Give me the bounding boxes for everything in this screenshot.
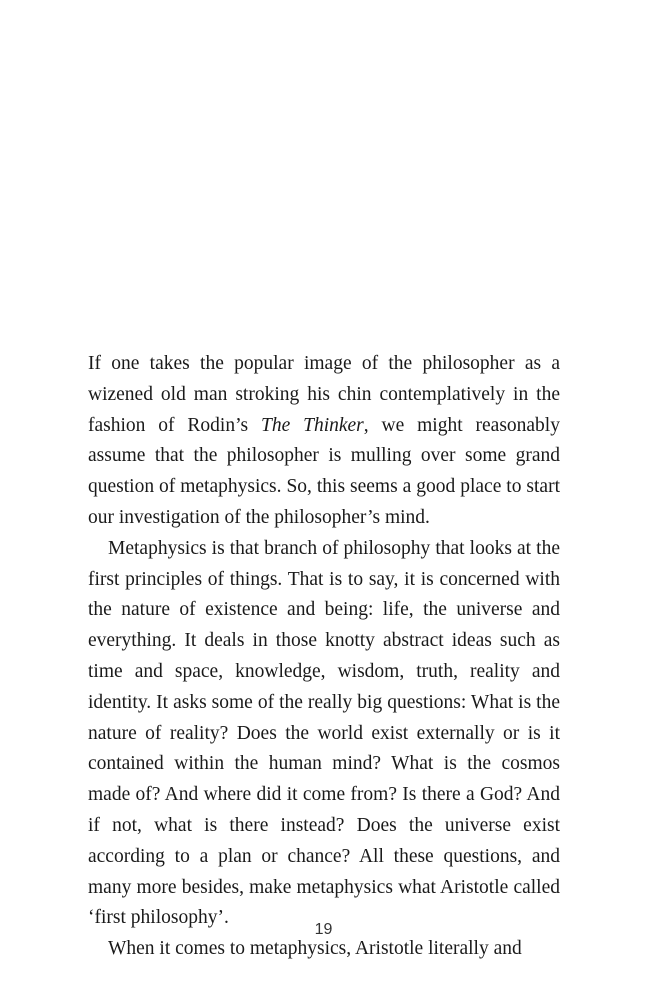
body-text: [88, 349, 560, 965]
paragraph-1: [88, 349, 560, 534]
paragraph-2: Metaphysics is that branch of philosophy that looks at the first principles of things. That is to say, it is concerned with the nature of existence and being: life, the universe and everything. It deals in those knotty abstract ideas such as time and space, knowledge, wisdom, truth, reality and identity. It asks some of the really big questions: What is the nature of reality? Does the world exist externally or is it contained within the human mind? What is the cosmos made of? And where did it come from? Is there a God? And if not, what is there instead? Does the universe exist according to a plan or chance? All these questions, and many more besides, make metaphysics what Aristotle called ‘first philosophy’.: [88, 537, 560, 929]
paragraph-1-end: , we might reasonably assume that the philosopher is mulling over some grand question of metaphysics. So, this seems a good place to start our investigation of the philosopher’s mind.: [88, 414, 560, 528]
paragraph-3: When it comes to metaphysics, Aristotle literally and: [108, 938, 522, 960]
page-number: 19: [314, 921, 333, 938]
paragraph-1-start: If one takes the popular image of the philosopher as a wizened old man stroking his chin contemplatively in the fashion of Rodin’s: [88, 353, 560, 436]
book-title-the-thinker: The Thinker: [260, 414, 364, 436]
